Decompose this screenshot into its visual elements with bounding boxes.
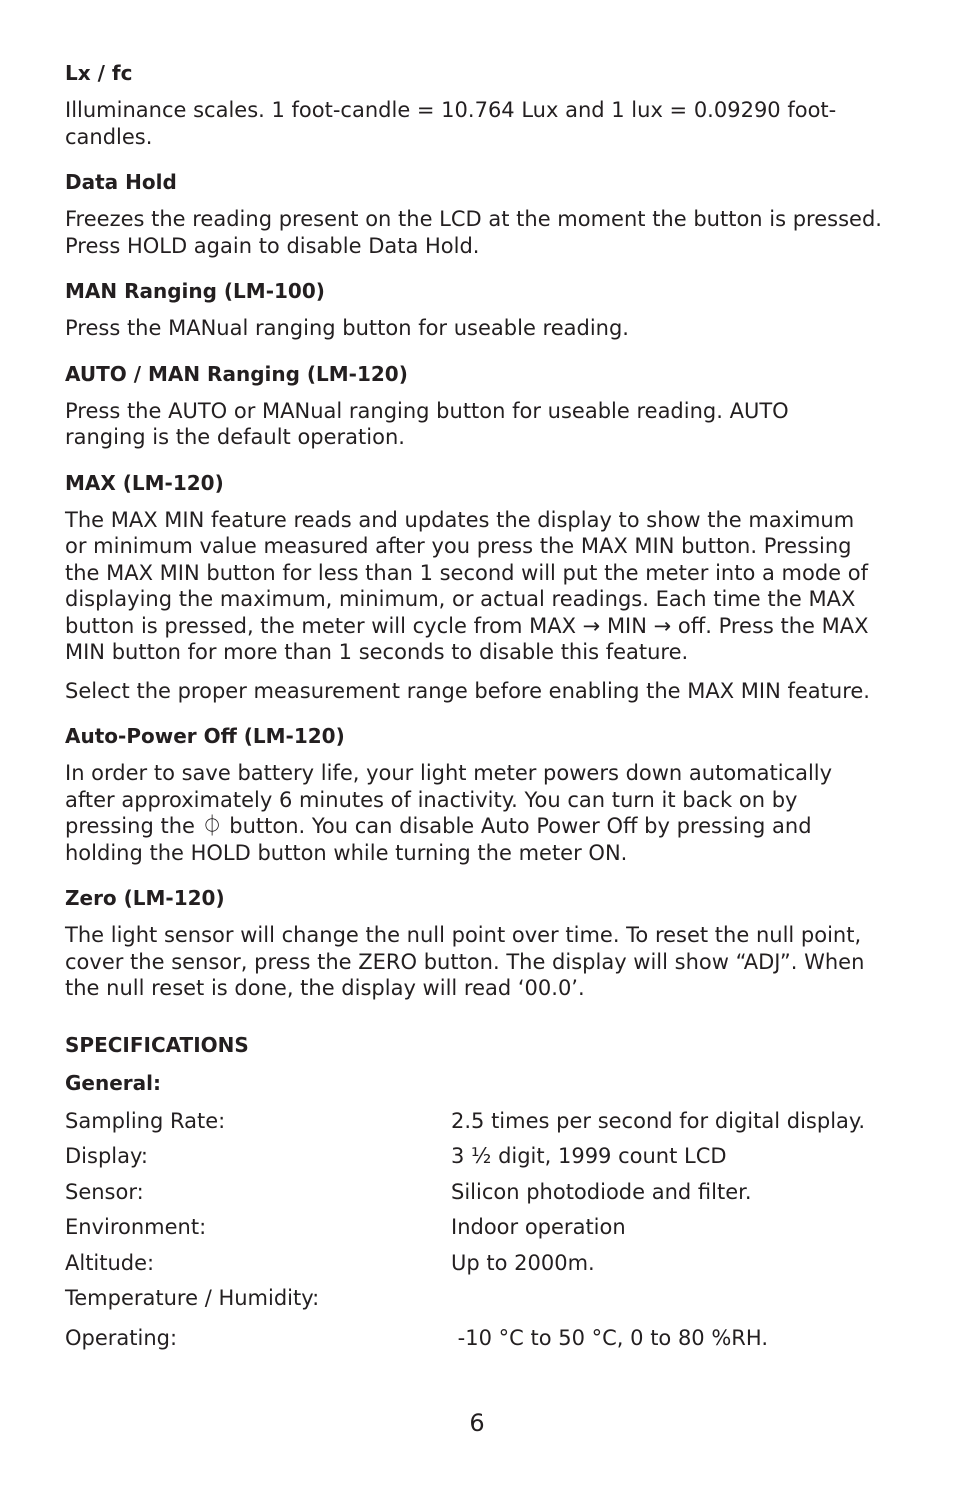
section-paragraph: Press the MANual ranging button for useable reading.	[65, 316, 629, 340]
page-number: 6	[469, 1409, 485, 1437]
spec-row	[65, 1325, 895, 1361]
spec-label: Sensor:	[65, 1179, 144, 1204]
spec-value: Silicon photodiode and filter.	[451, 1179, 752, 1204]
section-auto-power-off	[65, 723, 895, 866]
section-man-ranging	[65, 278, 895, 342]
spec-label: Sampling Rate:	[65, 1108, 226, 1133]
spec-label: Operating:	[65, 1326, 178, 1350]
section-paragraph: Press the AUTO or MANual ranging button for useable reading. AUTO ranging is the default operation.	[65, 398, 789, 449]
specifications-subtitle: General:	[65, 1070, 161, 1095]
section-paragraph: In order to save battery life, your light meter powers down automatically after approximately 6 minutes of inactivity. You can turn it back on by pressing the ⏀ button. You can disable Auto Power Off by pressing and holding the HOLD button while turning the meter ON.	[65, 761, 833, 865]
spec-label: Altitude:	[65, 1250, 155, 1275]
section-data-hold	[65, 169, 895, 259]
section-heading: MAX (LM-120)	[65, 470, 224, 495]
specifications-table	[65, 1108, 895, 1361]
section-max	[65, 470, 895, 705]
spec-row	[65, 1250, 895, 1286]
spec-label: Environment:	[65, 1215, 207, 1239]
document-page	[65, 60, 895, 1361]
section-paragraph: Illuminance scales. 1 foot-candle = 10.764 Lux and 1 lux = 0.09290 foot- candles.	[65, 98, 837, 149]
section-heading: AUTO / MAN Ranging (LM-120)	[65, 361, 408, 386]
spec-row	[65, 1179, 895, 1215]
spec-value: 2.5 times per second for digital display.	[451, 1108, 866, 1133]
section-heading: Auto-Power Off (LM-120)	[65, 724, 345, 748]
section-heading: Lx / fc	[65, 61, 133, 85]
spec-value: Indoor operation	[451, 1215, 626, 1239]
section-zero	[65, 885, 895, 1002]
spec-row	[65, 1143, 895, 1179]
spec-value: 3 ½ digit, 1999 count LCD	[451, 1144, 727, 1168]
spec-value	[451, 1285, 895, 1325]
section-paragraph: The MAX MIN feature reads and updates the display to show the maximum or minimum value measured after you press the MAX MIN button. Pressing the MAX MIN button for less than 1 second will put the meter into a mode of displaying the maximum, minimum, or actual readings. Each time the MAX button is pressed, the meter will cycle from MAX → MIN → off. Press the MAX MIN button for more than 1 seconds to disable this feature.	[65, 507, 869, 664]
section-paragraph: Select the proper measurement range before enabling the MAX MIN feature.	[65, 678, 870, 703]
spec-value: -10 °C to 50 °C, 0 to 80 %RH.	[451, 1326, 768, 1350]
spec-label: Display:	[65, 1144, 148, 1168]
specifications-title: SPECIFICATIONS	[65, 1032, 249, 1057]
section-paragraph: The light sensor will change the null point over time. To reset the null point, cover the sensor, press the ZERO button. The display will show “ADJ”. When the null reset is done, the display will read ‘00.0’.	[65, 923, 865, 1000]
section-heading: MAN Ranging (LM-100)	[65, 279, 325, 303]
section-lx-fc	[65, 60, 895, 150]
section-heading: Zero (LM-120)	[65, 886, 225, 910]
spec-row	[65, 1285, 895, 1325]
spec-row	[65, 1108, 895, 1144]
spec-value: Up to 2000m.	[451, 1250, 595, 1275]
section-auto-man-ranging	[65, 361, 895, 451]
section-heading: Data Hold	[65, 170, 177, 194]
section-paragraph: Freezes the reading present on the LCD at the moment the button is pressed. Press HOLD again to disable Data Hold.	[65, 207, 882, 258]
spec-label: Temperature / Humidity:	[65, 1286, 320, 1310]
spec-row	[65, 1214, 895, 1250]
